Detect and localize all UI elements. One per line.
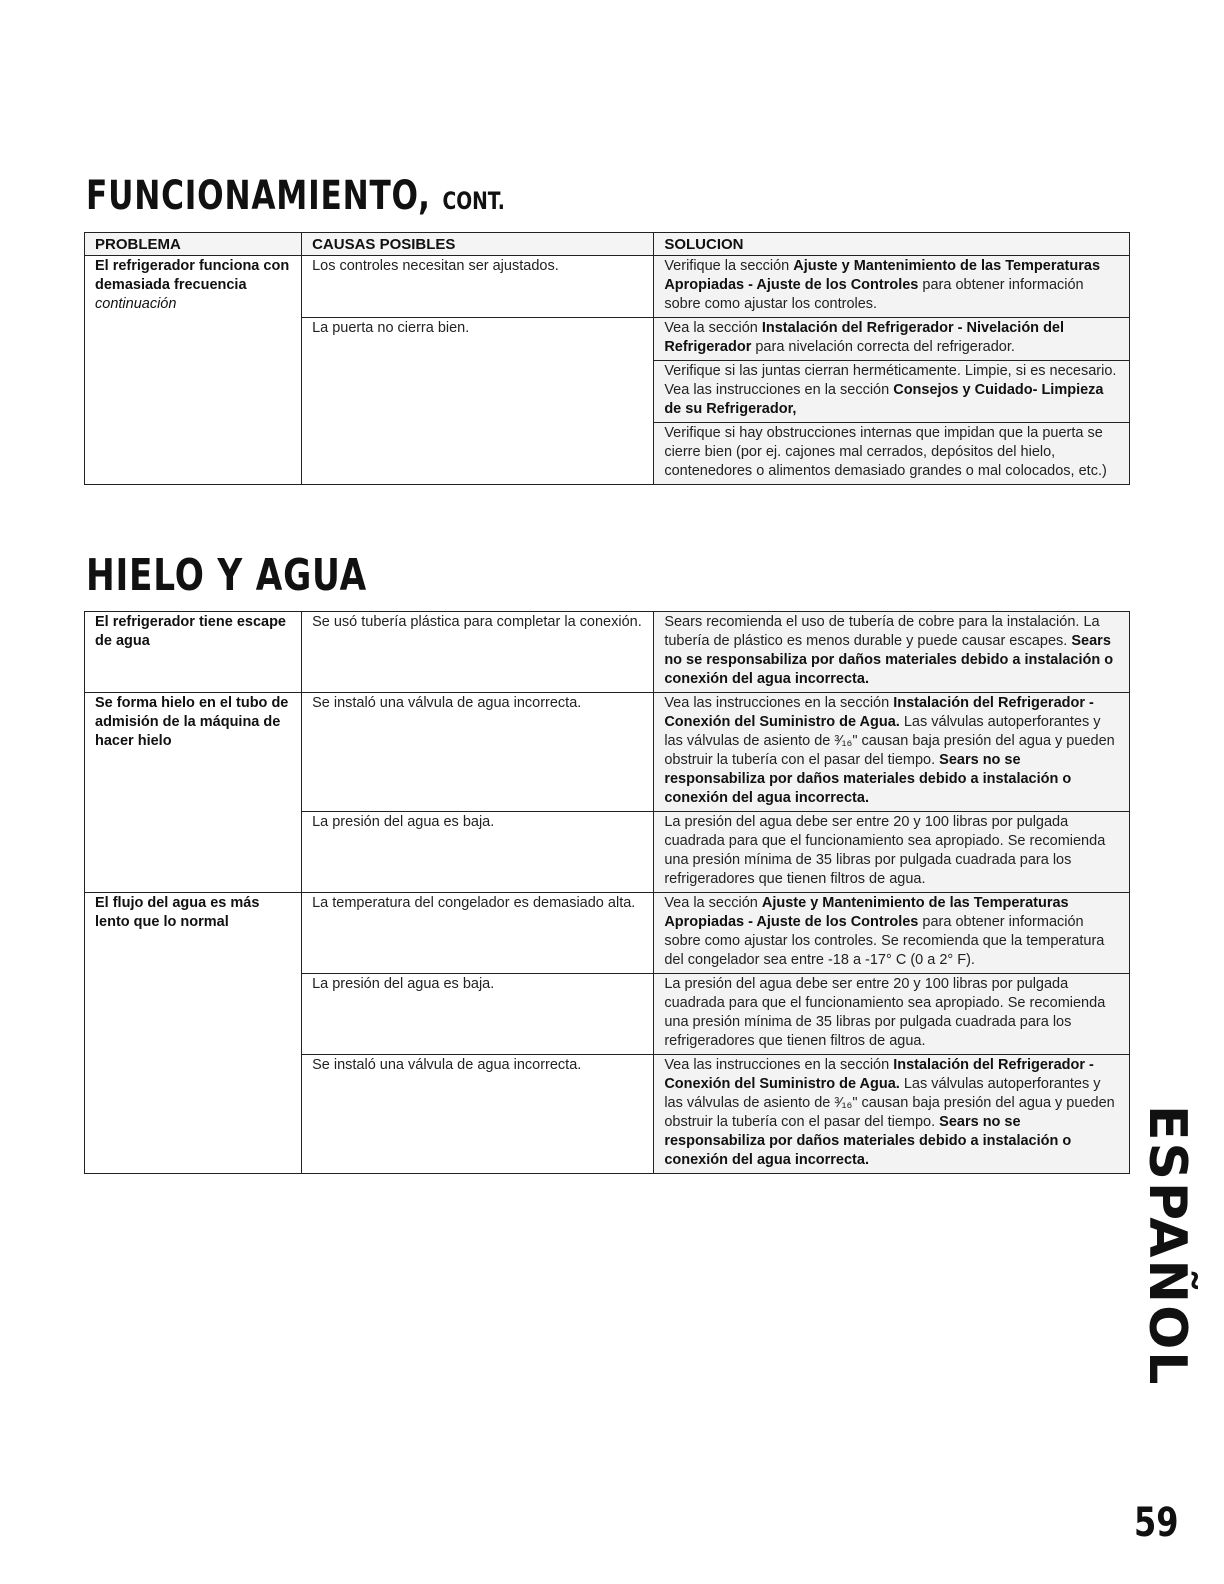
solution-text: para obtener información sobre como ajustar los controles. — [664, 277, 1084, 312]
solution-cell — [654, 1055, 1130, 1174]
solution-emphasis: Ajuste y Mantenimiento de las Temperaturas Apropiadas - Ajuste de los Controles — [664, 258, 1101, 293]
solution-cell — [654, 974, 1130, 1055]
table-row — [85, 893, 1130, 974]
troubleshooting-table-hielo-agua — [84, 611, 1130, 1174]
section-title-cont: CONT. — [442, 187, 505, 215]
table-row — [85, 256, 1130, 318]
solution-text: Vea la sección — [664, 895, 762, 911]
table-row — [85, 612, 1130, 693]
table-header-row — [85, 233, 1130, 256]
header-causes: CAUSAS POSIBLES — [302, 233, 654, 256]
header-problem: PROBLEMA — [85, 233, 302, 256]
solution-text: Vea las instrucciones en la sección — [664, 1057, 894, 1073]
solution-text: Verifique la sección — [664, 258, 794, 274]
cause-cell: La presión del agua es baja. — [302, 974, 654, 1055]
cause-cell: Se instaló una válvula de agua incorrecta. — [302, 1055, 654, 1174]
solution-text: Las válvulas autoperforantes y las válvulas de asiento de ³⁄₁₆" causan baja presión del agua y pueden obstruir la tubería con el pasar del tiempo. — [664, 1076, 1115, 1130]
cause-cell: Se usó tubería plástica para completar la conexión. — [302, 612, 654, 693]
solution-text: Las válvulas autoperforantes y las válvulas de asiento de ³⁄₁₆" causan baja presión del agua y pueden obstruir la tubería con el pasar del tiempo. — [664, 714, 1115, 768]
solution-cell — [654, 256, 1130, 318]
solution-emphasis: Instalación del Refrigerador - Nivelación del Refrigerador — [664, 320, 1065, 355]
solution-text: Sears recomienda el uso de tubería de cobre para la instalación. La tubería de plástico es menos durable y puede causar escapes. — [664, 614, 1100, 649]
cause-cell: La temperatura del congelador es demasiado alta. — [302, 893, 654, 974]
problem-continuation-note: continuación — [95, 296, 177, 312]
page-number: 59 — [1134, 1500, 1179, 1546]
solution-cell — [654, 612, 1130, 693]
solution-cell — [654, 812, 1130, 893]
solution-text: Verifique si hay obstrucciones internas que impidan que la puerta se cierre bien (por ej. cajones mal cerrados, depósitos del hielo, contenedores o alimentos demasiado grandes o mal colocados, etc.) — [664, 425, 1107, 479]
solution-text: La presión del agua debe ser entre 20 y 100 libras por pulgada cuadrada para que el funcionamiento sea apropiado. Se recomienda una presión mínima de 35 libras por pulgada cuadrada para los refrigeradores que tienen filtros de agua. — [664, 976, 1106, 1049]
solution-emphasis: Sears no se responsabiliza por daños materiales debido a instalación o conexión del agua incorrecta. — [664, 633, 1114, 687]
solution-emphasis: Sears no se responsabiliza por daños materiales debido a instalación o conexión del agua incorrecta. — [664, 1114, 1072, 1168]
problem-cell — [85, 256, 302, 485]
solution-emphasis: Ajuste y Mantenimiento de las Temperaturas Apropiadas - Ajuste de los Controles — [664, 895, 1069, 930]
solution-cell — [654, 893, 1130, 974]
solution-emphasis: Instalación del Refrigerador - Conexión del Suministro de Agua. — [664, 695, 1094, 730]
solution-text: para nivelación correcta del refrigerador. — [751, 339, 1015, 355]
solution-cell — [654, 361, 1130, 423]
problem-cell: El refrigerador tiene escape de agua — [85, 612, 302, 693]
cause-cell: Se instaló una válvula de agua incorrecta. — [302, 693, 654, 812]
section-title-funcionamiento — [86, 173, 505, 219]
solution-emphasis: Consejos y Cuidado- Limpieza de su Refrigerador, — [664, 382, 1104, 417]
problem-cell: El flujo del agua es más lento que lo normal — [85, 893, 302, 1174]
problem-title: El refrigerador funciona con demasiada frecuencia — [95, 258, 290, 293]
solution-text: Verifique si las juntas cierran herméticamente. Limpie, si es necesario. Vea las instrucciones en la sección — [664, 363, 1117, 398]
table-row — [85, 693, 1130, 812]
header-solution: SOLUCION — [654, 233, 1130, 256]
section-title-hielo-y-agua: HIELO Y AGUA — [86, 550, 367, 601]
solution-text: Vea la sección — [664, 320, 762, 336]
cause-cell: La puerta no cierra bien. — [302, 318, 654, 485]
solution-text: La presión del agua debe ser entre 20 y 100 libras por pulgada cuadrada para que el funcionamiento sea apropiado. Se recomienda una presión mínima de 35 libras por pulgada cuadrada para los refrigeradores que tienen filtros de agua. — [664, 814, 1106, 887]
solution-text: Vea las instrucciones en la sección — [664, 695, 894, 711]
solution-cell — [654, 318, 1130, 361]
language-side-tab: ESPAÑOL — [1137, 1105, 1197, 1387]
solution-emphasis: Instalación del Refrigerador - Conexión del Suministro de Agua. — [664, 1057, 1094, 1092]
solution-text: para obtener información sobre como ajustar los controles. Se recomienda que la temperatura del congelador sea entre -18 a -17° C (0 a 2° F). — [664, 914, 1105, 968]
problem-cell: Se forma hielo en el tubo de admisión de la máquina de hacer hielo — [85, 693, 302, 893]
solution-cell — [654, 423, 1130, 485]
solution-emphasis: Sears no se responsabiliza por daños materiales debido a instalación o conexión del agua incorrecta. — [664, 752, 1072, 806]
cause-cell: La presión del agua es baja. — [302, 812, 654, 893]
section-title-main: FUNCIONAMIENTO, — [86, 173, 431, 219]
solution-cell — [654, 693, 1130, 812]
troubleshooting-table-funcionamiento — [84, 232, 1130, 485]
cause-cell: Los controles necesitan ser ajustados. — [302, 256, 654, 318]
